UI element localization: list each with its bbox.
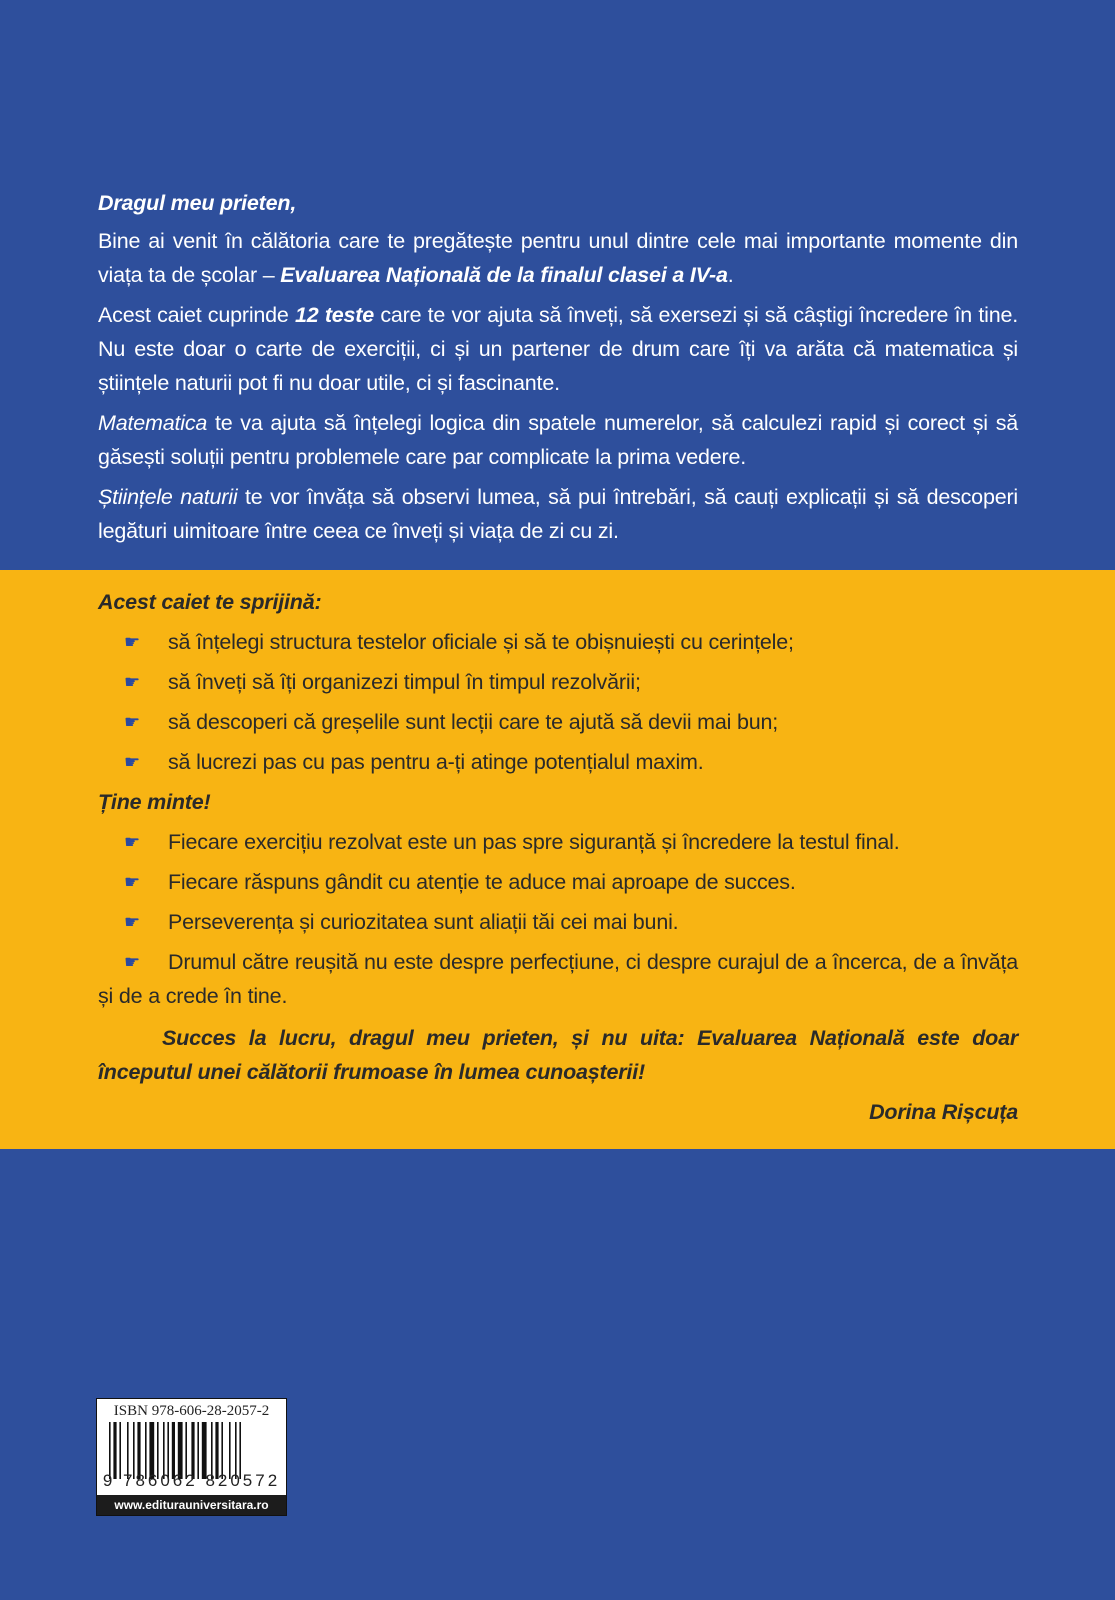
intro-text: . bbox=[727, 263, 734, 287]
intro-paragraph-1 bbox=[98, 224, 1018, 292]
pointing-hand-icon: ☛ bbox=[124, 912, 140, 932]
intro-section bbox=[98, 186, 1018, 554]
pointing-hand-icon: ☛ bbox=[124, 632, 140, 652]
list-item bbox=[98, 705, 1018, 739]
support-list bbox=[98, 625, 1018, 779]
intro-paragraph-4 bbox=[98, 480, 1018, 548]
list-item bbox=[98, 825, 1018, 859]
author-signature: Dorina Rișcuța bbox=[869, 1100, 1018, 1124]
list-item-text: Fiecare răspuns gândit cu atenție te aduce mai aproape de succes. bbox=[168, 870, 796, 894]
list-item bbox=[98, 665, 1018, 699]
intro-text: Bine ai venit în călătoria care te pregătește pentru unul dintre cele mai importante momente din viața ta de școlar – bbox=[98, 229, 1018, 287]
closing-message: Succes la lucru, dragul meu prieten, și nu uita: Evaluarea Națională este doar începutul unei călătorii frumoase în lumea cunoașterii! bbox=[98, 1026, 1018, 1084]
remember-heading: Ține minte! bbox=[98, 790, 211, 814]
isbn-label: ISBN 978-606-28-2057-2 bbox=[113, 1403, 270, 1419]
list-item bbox=[98, 905, 1018, 939]
list-item bbox=[98, 945, 1018, 1013]
list-item-text: Drumul către reușită nu este despre perfecțiune, ci despre curajul de a încerca, de a învăța și de a crede în tine. bbox=[98, 950, 1018, 1008]
intro-text: te vor învăța să observi lumea, să pui întrebări, să cauți explicații și să descoperi legături uimitoare între ceea ce înveți și viața de zi cu zi. bbox=[98, 485, 1018, 543]
subject-math: Matematica bbox=[98, 411, 208, 435]
pointing-hand-icon: ☛ bbox=[124, 872, 140, 892]
pointing-hand-icon: ☛ bbox=[124, 832, 140, 852]
test-count: 12 teste bbox=[295, 303, 375, 327]
pointing-hand-icon: ☛ bbox=[124, 752, 140, 772]
isbn-barcode-block bbox=[96, 1398, 287, 1516]
list-item bbox=[98, 625, 1018, 659]
support-heading: Acest caiet te sprijină: bbox=[98, 590, 322, 614]
list-item bbox=[98, 865, 1018, 899]
list-item-text: Perseverența și curiozitatea sunt aliații tăi cei mai buni. bbox=[168, 910, 679, 934]
list-item-text: să lucrezi pas cu pas pentru a-ți atinge potențialul maxim. bbox=[168, 750, 704, 774]
list-item-text: să descoperi că greșelile sunt lecții care te ajută să devii mai bun; bbox=[168, 710, 779, 734]
support-section bbox=[98, 585, 1018, 1135]
remember-list bbox=[98, 825, 1018, 1013]
subject-science: Științele naturii bbox=[98, 485, 238, 509]
pointing-hand-icon: ☛ bbox=[124, 952, 140, 972]
list-item-text: să înveți să îți organizezi timpul în timpul rezolvării; bbox=[168, 670, 641, 694]
intro-paragraph-2 bbox=[98, 298, 1018, 400]
list-item-text: să înțelegi structura testelor oficiale și să te obișnuiești cu cerințele; bbox=[168, 630, 794, 654]
isbn-digits: 9 786062 820572 bbox=[102, 1471, 281, 1490]
list-item-text: Fiecare exercițiu rezolvat este un pas spre siguranță și încredere la testul final. bbox=[168, 830, 900, 854]
intro-text: care te vor ajuta să înveți, să exersezi și să câștigi încredere în tine. Nu este doar o carte de exerciții, ci și un partener de drum care îți va arăta că matematica și științele naturii pot fi nu doar utile, ci și fascinante. bbox=[98, 303, 1018, 395]
pointing-hand-icon: ☛ bbox=[124, 672, 140, 692]
intro-paragraph-3 bbox=[98, 406, 1018, 474]
pointing-hand-icon: ☛ bbox=[124, 712, 140, 732]
list-item bbox=[98, 745, 1018, 779]
intro-text: te va ajuta să înțelegi logica din spatele numerelor, să calculezi rapid și corect și să găsești soluții pentru problemele care par complicate la prima vedere. bbox=[98, 411, 1018, 469]
intro-text: Acest caiet cuprinde bbox=[98, 303, 295, 327]
exam-name: Evaluarea Națională de la finalul clasei a IV-a bbox=[280, 263, 728, 287]
greeting: Dragul meu prieten, bbox=[98, 191, 297, 215]
publisher-website: www.editurauniversitara.ro bbox=[97, 1495, 286, 1515]
